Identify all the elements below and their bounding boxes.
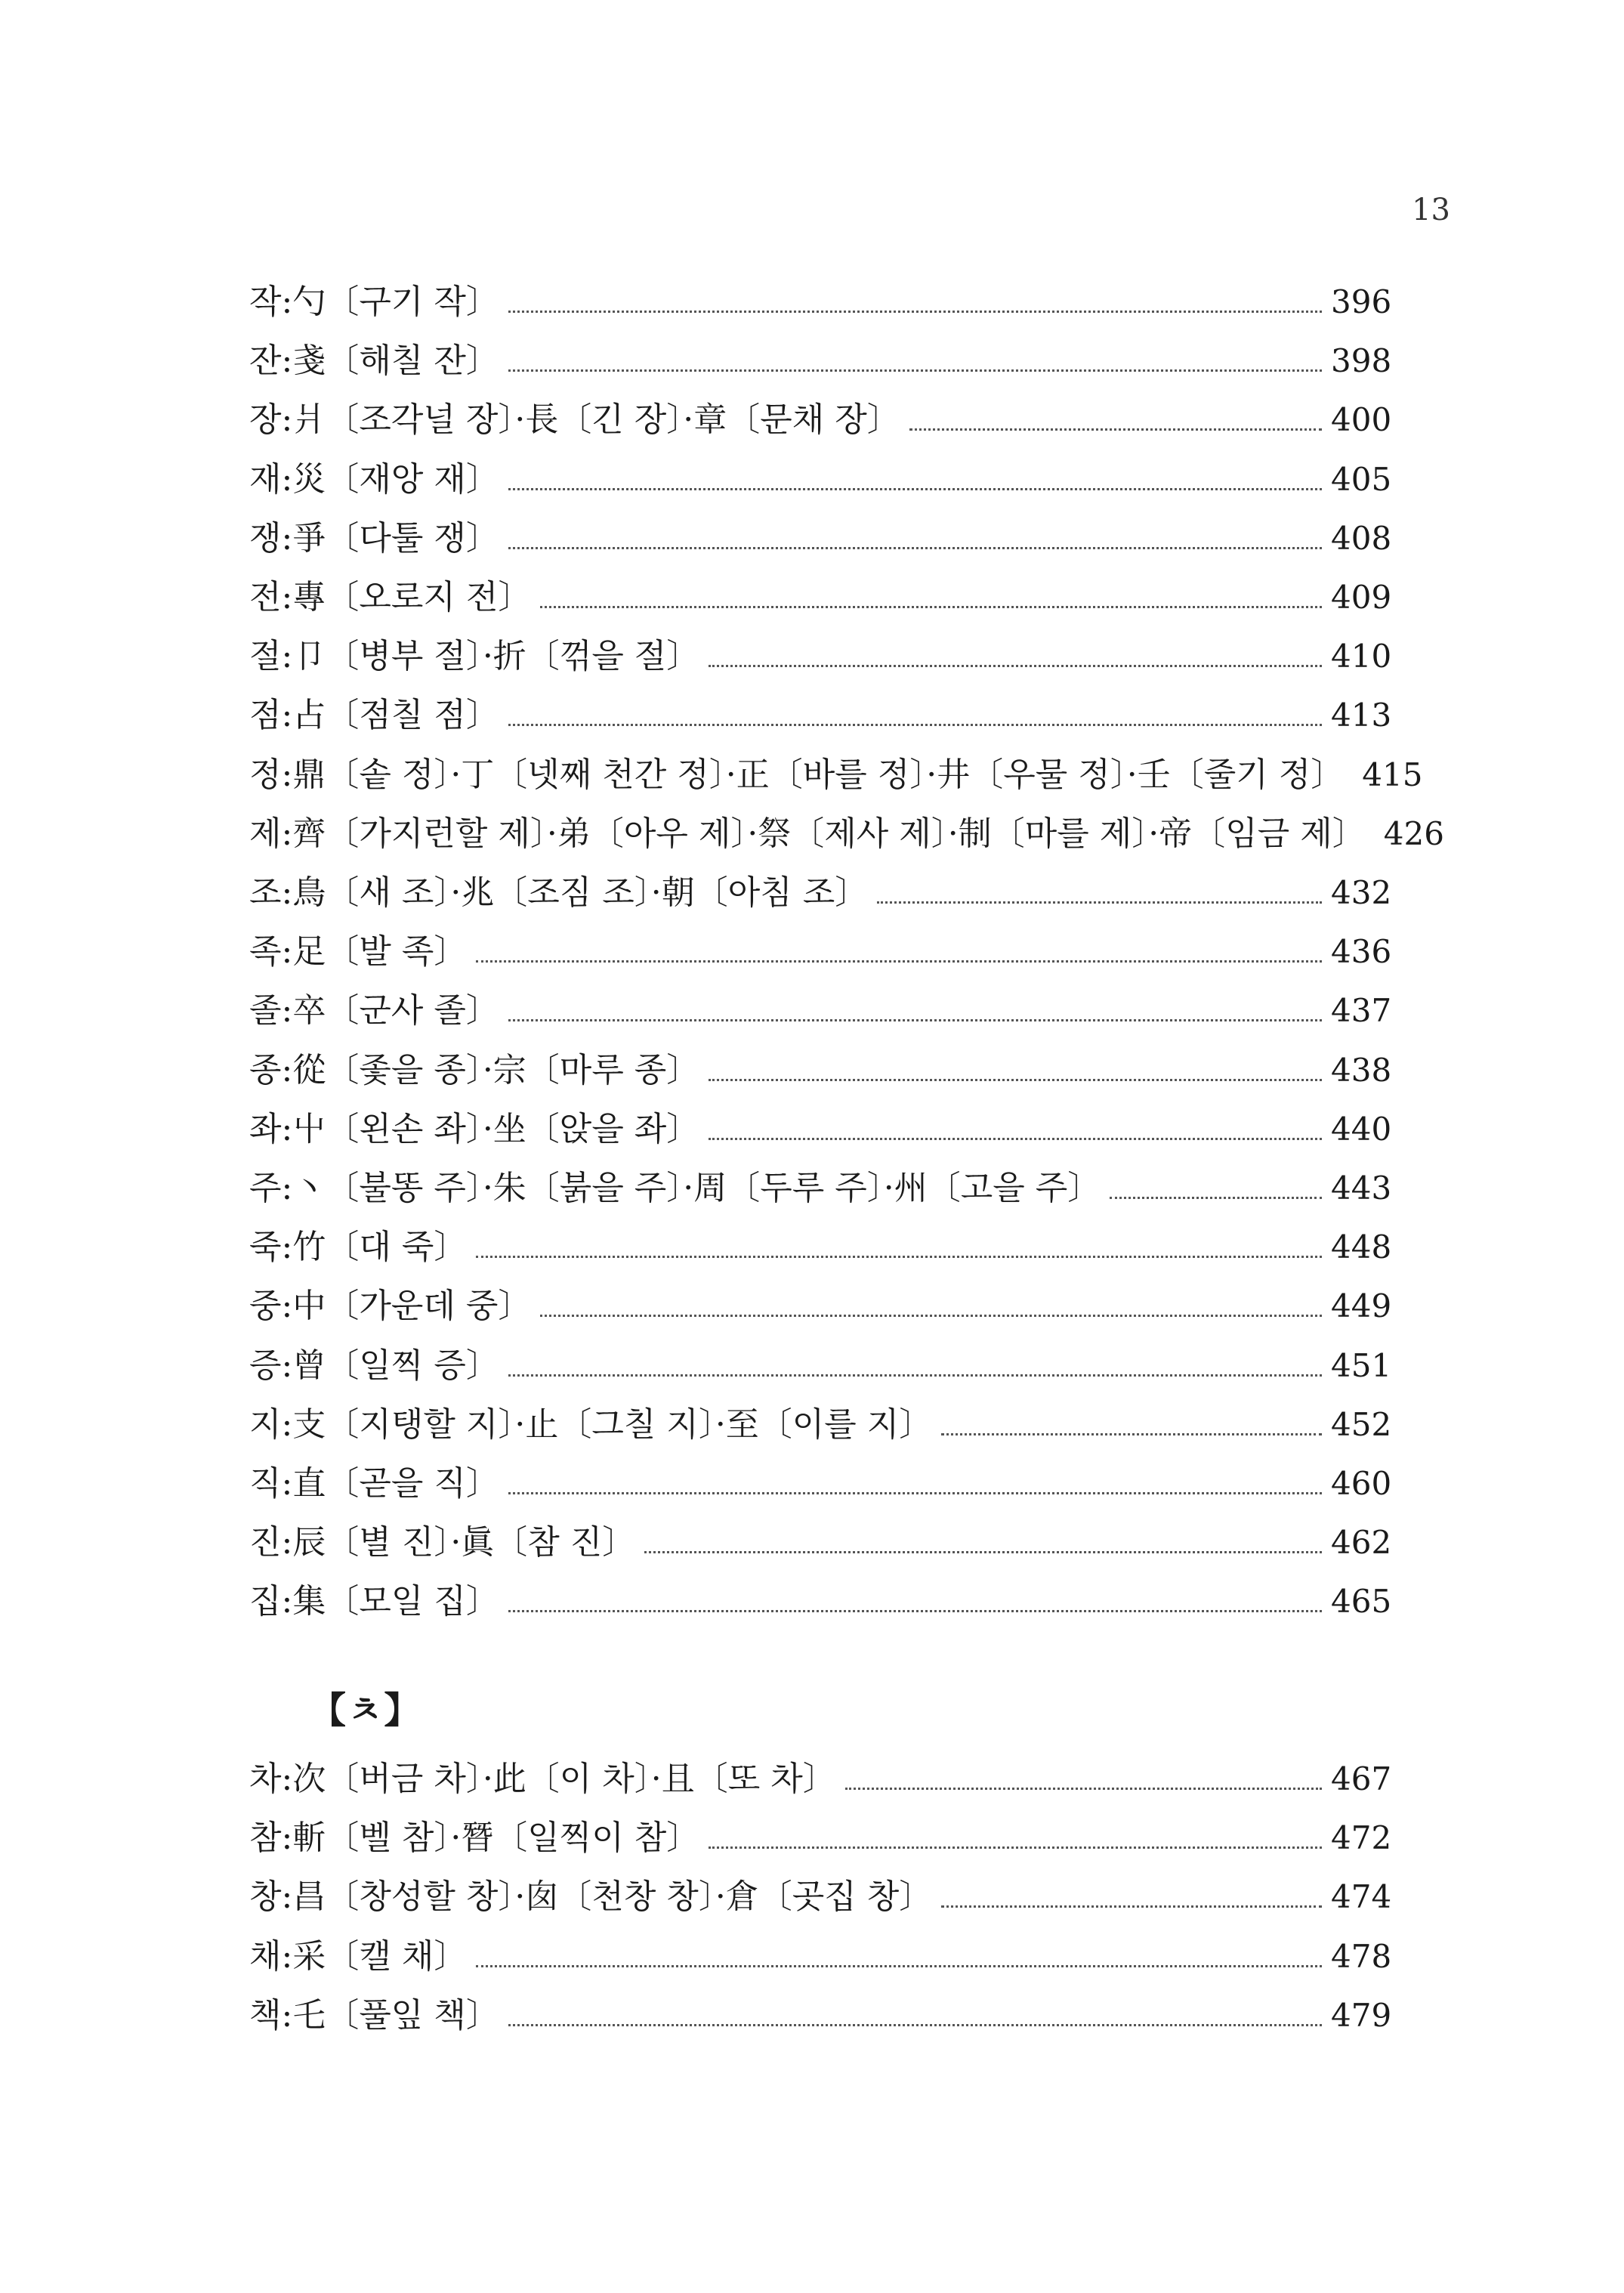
dot-leader: [909, 428, 1322, 431]
toc-entry: [249, 1284, 1390, 1329]
toc-entry-page: 472: [1331, 1819, 1392, 1857]
toc-entry: [249, 693, 1390, 738]
dot-leader: [709, 665, 1322, 667]
toc-entry: [249, 988, 1390, 1034]
toc-entry-text: 정:鼎〔솥 정〕·丁〔넷째 천간 정〕·正〔바를 정〕·井〔우물 정〕·壬〔줄기 정〕: [249, 755, 1345, 794]
toc-entry: [249, 929, 1390, 975]
toc-entry-page: 413: [1331, 697, 1392, 734]
dot-leader: [1110, 1197, 1322, 1199]
toc-entry: [249, 575, 1390, 620]
dot-leader: [845, 1788, 1322, 1790]
toc-entry: [249, 1993, 1390, 2038]
dot-leader: [709, 1846, 1322, 1849]
toc-entry: [249, 1874, 1390, 1920]
toc-entry-text: 조:鳥〔새 조〕·兆〔조짐 조〕·朝〔아침 조〕: [249, 873, 869, 912]
toc-entry-text: 채:采〔캘 채〕: [249, 1936, 468, 1976]
page-number: 13: [1412, 193, 1450, 227]
toc-entry: [249, 280, 1390, 325]
dot-leader: [508, 488, 1322, 490]
toc-entry: [249, 1048, 1390, 1093]
toc-entry-text: 졸:卒〔군사 졸〕: [249, 991, 499, 1031]
dot-leader: [508, 2024, 1322, 2026]
toc-entry-text: 죽:竹〔대 죽〕: [249, 1228, 468, 1267]
toc-entry: [249, 870, 1390, 916]
toc-entry-page: 437: [1331, 992, 1392, 1030]
toc-entry-text: 집:集〔모일 집〕: [249, 1582, 499, 1621]
toc-entry-page: 467: [1331, 1760, 1392, 1797]
toc-entry-page: 440: [1331, 1110, 1392, 1148]
toc-entry: [249, 1166, 1390, 1211]
dot-leader: [644, 1551, 1322, 1553]
dot-leader: [508, 1610, 1322, 1612]
toc-entry: [249, 752, 1423, 798]
toc-entry: [249, 1934, 1390, 1979]
dot-leader: [508, 369, 1322, 372]
dot-leader: [508, 724, 1322, 726]
toc-entry-text: 주:丶〔불똥 주〕·朱〔붉을 주〕·周〔두루 주〕·州〔고을 주〕: [249, 1169, 1101, 1207]
toc-entry: [249, 516, 1390, 561]
toc-entry-page: 398: [1331, 342, 1392, 380]
toc-entry-text: 잔:戔〔해칠 잔〕: [249, 341, 499, 381]
toc-entry-text: 전:專〔오로지 전〕: [249, 578, 532, 617]
toc-entry-text: 창:昌〔창성할 창〕·囱〔천창 창〕·倉〔곳집 창〕: [249, 1877, 933, 1917]
toc-entry-text: 족:足〔발 족〕: [249, 932, 468, 972]
toc-entry: [249, 397, 1390, 443]
toc-entry: [249, 1225, 1390, 1270]
dot-leader: [941, 1905, 1322, 1908]
toc-entry: [249, 1579, 1390, 1624]
toc-entry-text: 종:從〔좇을 종〕·宗〔마루 종〕: [249, 1050, 700, 1089]
toc-entry-text: 직:直〔곧을 직〕: [249, 1464, 499, 1503]
toc-entry-page: 438: [1331, 1051, 1392, 1089]
toc-entry-text: 참:斬〔벨 참〕·朁〔일찍이 참〕: [249, 1819, 700, 1858]
toc-entry-page: 443: [1331, 1170, 1392, 1207]
dot-leader: [476, 1256, 1322, 1258]
toc-entry-page: 449: [1331, 1287, 1392, 1325]
dot-leader: [508, 1019, 1322, 1021]
toc-entry-page: 448: [1331, 1228, 1392, 1266]
toc-entry-page: 479: [1331, 1996, 1392, 2034]
toc-entry-text: 작:勺〔구기 작〕: [249, 283, 499, 321]
toc-entry: [249, 338, 1390, 384]
toc-entry-page: 426: [1383, 814, 1444, 852]
dot-leader: [476, 1965, 1322, 1967]
dot-leader: [941, 1433, 1322, 1435]
dot-leader: [508, 1374, 1322, 1377]
toc-entry-page: 436: [1331, 933, 1392, 971]
toc-entry-text: 증:曾〔일찍 증〕: [249, 1346, 499, 1385]
dot-leader: [508, 1492, 1322, 1494]
toc-entry-page: 451: [1331, 1346, 1392, 1384]
toc-entry-text: 재:災〔재앙 재〕: [249, 459, 499, 499]
dot-leader: [709, 1079, 1322, 1081]
toc-entry-text: 좌:屮〔왼손 좌〕·坐〔앉을 좌〕: [249, 1109, 700, 1148]
toc-entry: [249, 1402, 1390, 1448]
toc-entry-page: 474: [1331, 1878, 1392, 1916]
dot-leader: [508, 547, 1322, 549]
toc-entry: [249, 1757, 1390, 1802]
toc-entry: [249, 634, 1390, 679]
toc-entry-page: 432: [1331, 874, 1392, 911]
toc-entry-text: 진:辰〔별 진〕·眞〔참 진〕: [249, 1523, 636, 1562]
toc-entry-page: 415: [1362, 756, 1423, 793]
section-heading: 【ㅊ】: [310, 1689, 422, 1732]
toc-entry-text: 지:支〔지탱할 지〕·止〔그칠 지〕·至〔이를 지〕: [249, 1405, 933, 1444]
toc-entry-text: 장:爿〔조각널 장〕·長〔긴 장〕·章〔문채 장〕: [249, 400, 900, 440]
toc-entry-page: 452: [1331, 1405, 1392, 1443]
toc-entry-text: 차:次〔버금 차〕·此〔이 차〕·且〔또 차〕: [249, 1760, 836, 1798]
toc-entry-page: 478: [1331, 1937, 1392, 1975]
toc-entry-page: 410: [1331, 638, 1392, 675]
dot-leader: [476, 960, 1322, 963]
dot-leader: [540, 606, 1322, 608]
toc-entry: [249, 1816, 1390, 1861]
toc-entry: [249, 811, 1444, 857]
toc-entry-page: 400: [1331, 401, 1392, 439]
dot-leader: [508, 311, 1322, 313]
toc-entry-text: 중:中〔가운데 중〕: [249, 1287, 532, 1326]
toc-entry-page: 465: [1331, 1583, 1392, 1621]
toc-entry-page: 405: [1331, 460, 1392, 498]
dot-leader: [877, 901, 1322, 904]
toc-entry-text: 쟁:爭〔다툴 쟁〕: [249, 518, 499, 558]
toc-entry: [249, 457, 1390, 502]
toc-entry-text: 책:乇〔풀잎 책〕: [249, 1995, 499, 2035]
dot-leader: [709, 1138, 1322, 1140]
toc-entry-text: 제:齊〔가지런할 제〕·弟〔아우 제〕·祭〔제사 제〕·制〔마를 제〕·帝〔임금 제〕: [249, 814, 1366, 853]
toc-entry-page: 408: [1331, 519, 1392, 557]
toc-entry-text: 절:卩〔병부 절〕·折〔꺾을 절〕: [249, 637, 700, 676]
toc-entry: [249, 1461, 1390, 1507]
toc-entry: [249, 1107, 1390, 1152]
toc-entry: [249, 1520, 1390, 1565]
toc-entry-page: 460: [1331, 1465, 1392, 1502]
toc-entry-page: 396: [1331, 283, 1392, 320]
toc-entry: [249, 1343, 1390, 1389]
toc-entry-text: 점:占〔점칠 점〕: [249, 696, 499, 735]
toc-entry-page: 462: [1331, 1524, 1392, 1562]
dot-leader: [540, 1315, 1322, 1317]
toc-entry-page: 409: [1331, 579, 1392, 616]
